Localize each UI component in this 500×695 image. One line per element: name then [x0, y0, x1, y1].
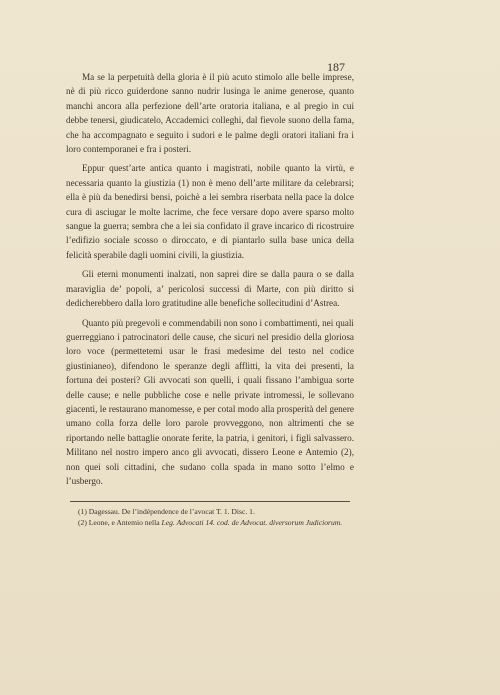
paragraph-2: Eppur quest’arte antica quanto i magistrati, nobile quanto la virtù, e necessaria quanto la giustizia (1) non è meno dell’arte militare da celebrarsi; ella è più da benedirsi bensi, poichè a lei sembra riserbata nella pace la dolce cura di asciugar le molte lacrime, che fece versare dopo avere sparso molto sangue la guerra; sembra che a lei sia confidato il grave incarico di ricostruire l’edifizio sociale scosso o diroccato, e di piantarlo sulla base unica della felicità sperabile dagli uomini civili, la giustizia. [66, 163, 354, 260]
footnote-divider [70, 501, 350, 502]
paragraph-3: Gli eterni monumenti inalzati, non saprei dire se dalla paura o se dalla maraviglia de’ popoli, a’ pericolosi successi di Marte, con più diritto si dedicherebbero dalla loro gratitudine alle benefiche sollecitudini d’Astrea. [66, 269, 354, 309]
footnote-2-citation: Leg. Advocati 14. cod. de Advocat. diversorum Judiciorum. [161, 518, 343, 527]
footnote-1: (1) Dagessau. De l’indépendence de l’avocat T. 1. Disc. 1. [78, 507, 255, 516]
paragraph-4: Quanto più pregevoli e commendabili non sono i combattimenti, nei quali guerreggiano i patrocinatori delle cause, che sicuri nel presidio della gloriosa loro voce (permettetemi usar le frasi medesime del testo nel codice giustinianeo), difendono le speranze degli afflitti, la vita dei presenti, la fortuna dei posteri? Gli avvocati son quelli, i quali fissano l’ambigua sorte delle cause; e nelle pubbliche cose e nelle private intromessi, le sollevano giacenti, le restaurano manomesse, e per cotal modo alla prosperità del genere umano colla forza delle loro parole provveggono, non altrimenti che se riportando nelle battaglie onorate ferite, la patria, i genitori, i figli salvassero. Militano nel nostro impero anco gli avvocati, dissero Leone e Antemio (2), non quei soli cittadini, che sudano colla spada in mano sotto l’elmo e l’usbergo. [66, 317, 354, 486]
body-text [66, 70, 354, 493]
footnote-2-text: (2) Leone, e Antemio nella [78, 518, 162, 527]
paragraph-1: Ma se la perpetuità della gloria è il più acuto stimolo alle belle imprese, nè di più ricco guiderdone sanno nudrir lusinga le anime generose, quanto manchi ancora alla perfezione dell’arte oratoria italiana, e al pregio in cui debbe tenersi, giudicatelo, Accademici colleghi, dal fievole suono della fama, che ha accompagnato e seguito i sudori e le palme degli oratori italiani fra i loro contemporanei e fra i posteri. [66, 72, 354, 155]
footnote-2 [66, 517, 356, 528]
footnotes [66, 506, 356, 528]
page-number: 187 [327, 60, 345, 74]
